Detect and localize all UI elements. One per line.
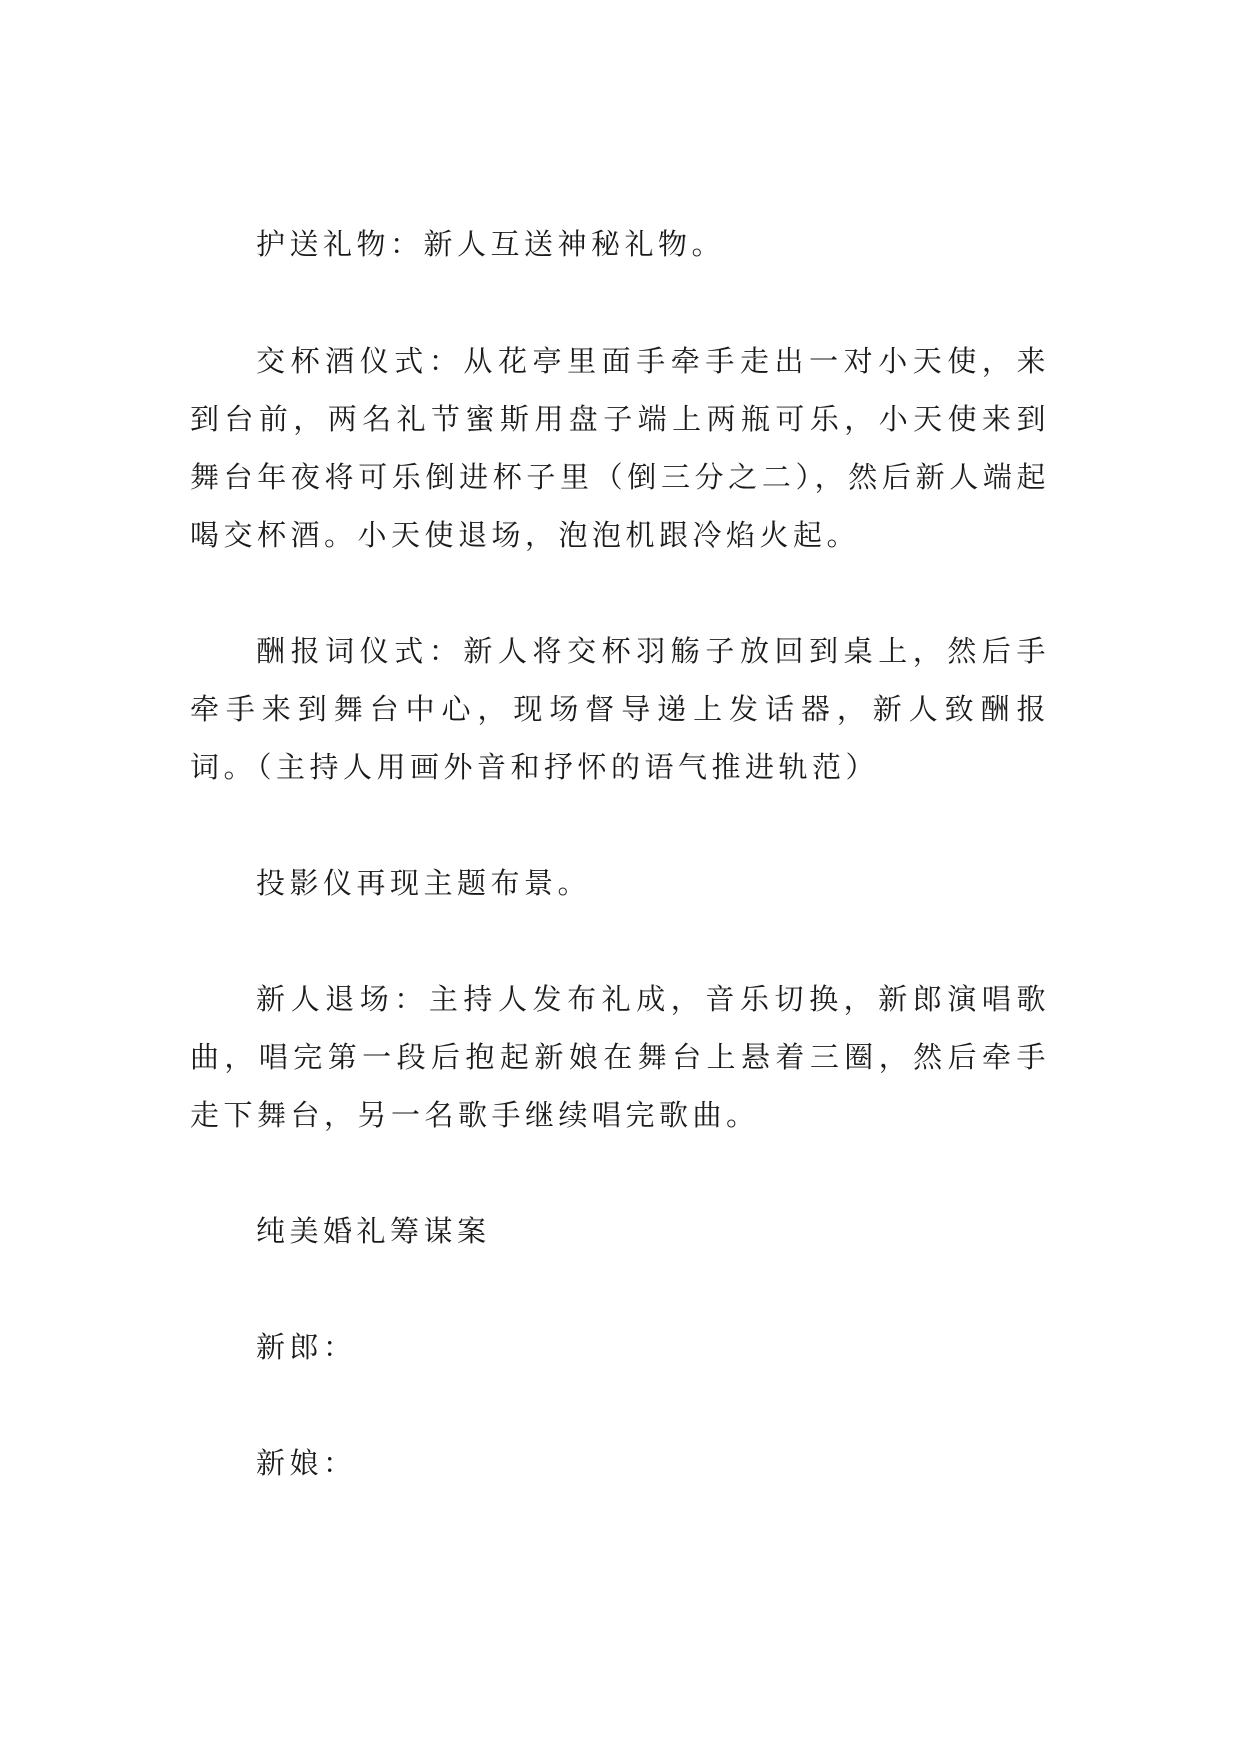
groom-field: 新郎： [256, 1330, 357, 1364]
paragraph-thanks-speech: 酬报词仪式：新人将交杯羽觞子放回到桌上，然后手牵手来到舞台中心，现场督导递上发话器，新人致酬报词。（主持人用画外音和抒怀的语气推进轨范） [190, 634, 1050, 784]
section-title: 纯美婚礼筹谋案 [256, 1214, 491, 1248]
paragraph-projector: 投影仪再现主题布景。 [256, 866, 592, 900]
paragraph-gift-exchange: 护送礼物：新人互送神秘礼物。 [256, 227, 726, 261]
bride-field: 新娘： [256, 1446, 357, 1480]
paragraph-wine-ceremony: 交杯酒仪式：从花亭里面手牵手走出一对小天使，来到台前，两名礼节蜜斯用盘子端上两瓶可乐，小天使来到舞台年夜将可乐倒进杯子里（倒三分之二），然后新人端起喝交杯酒。小天使退场，泡泡机跟冷焰火起。 [190, 344, 1050, 552]
paragraph-couple-exit: 新人退场：主持人发布礼成，音乐切换，新郎演唱歌曲，唱完第一段后抱起新娘在舞台上悬着三圈，然后牵手走下舞台，另一名歌手继续唱完歌曲。 [190, 982, 1050, 1132]
